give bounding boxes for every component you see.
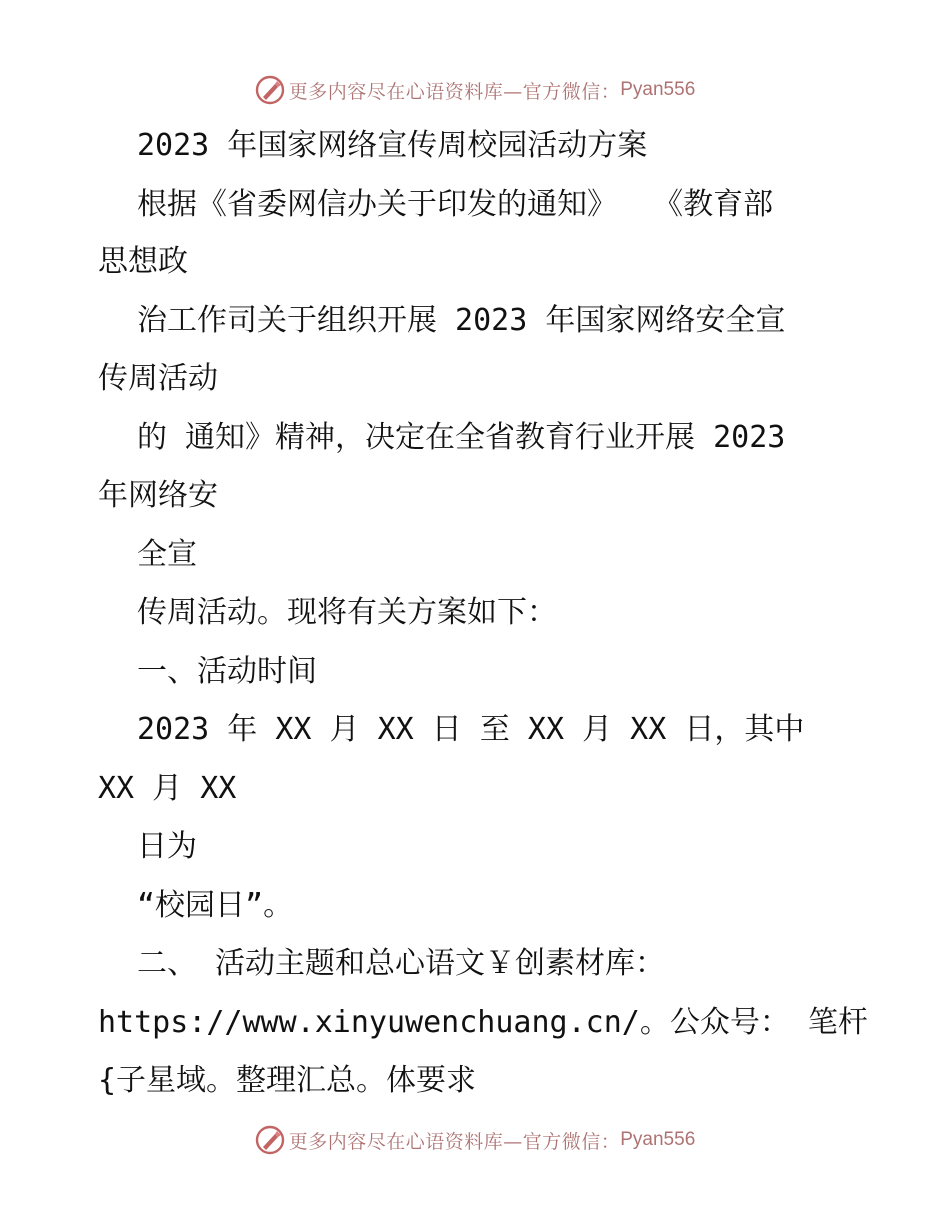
doc-line: 的 通知》精神，决定在全省教育行业开展 2023 xyxy=(137,420,786,455)
doc-line: 传周活动 xyxy=(98,361,218,396)
pen-logo-icon xyxy=(255,75,285,105)
section-heading: 一、活动时间 xyxy=(137,654,317,689)
doc-line: https://www.xinyuwenchuang.cn/。公众号： 笔杆 xyxy=(98,1005,868,1040)
doc-line: 全宣 xyxy=(137,537,197,572)
doc-line: 年网络安 xyxy=(98,478,218,513)
doc-line: 日为 xyxy=(137,829,197,864)
doc-line: 传周活动。现将有关方案如下： xyxy=(137,595,557,630)
watermark-text: 更多内容尽在心语资料库—官方微信： xyxy=(288,80,621,103)
section-heading: 二、 活动主题和总心语文￥创素材库： xyxy=(137,946,666,981)
watermark-handle: Pyan556 xyxy=(620,1129,696,1150)
doc-line: 治工作司关于组织开展 2023 年国家网络安全宣 xyxy=(137,303,786,338)
pen-logo-icon xyxy=(255,1125,285,1155)
doc-line: 2023 年 XX 月 XX 日 至 XX 月 XX 日，其中 xyxy=(137,712,805,747)
doc-line: “校园日”。 xyxy=(137,888,294,923)
doc-title: 2023 年国家网络宣传周校园活动方案 xyxy=(137,128,648,163)
doc-line: 根据《省委网信办关于印发的通知》 《教育部 xyxy=(137,187,774,222)
watermark-text: 更多内容尽在心语资料库—官方微信： xyxy=(288,1130,621,1153)
doc-line: XX 月 XX xyxy=(98,771,237,806)
watermark-footer xyxy=(0,1120,950,1160)
doc-line: 思想政 xyxy=(98,244,188,279)
watermark-handle: Pyan556 xyxy=(620,79,696,100)
watermark-header xyxy=(0,70,950,110)
doc-line: {子星域。整理汇总。体要求 xyxy=(98,1063,477,1098)
